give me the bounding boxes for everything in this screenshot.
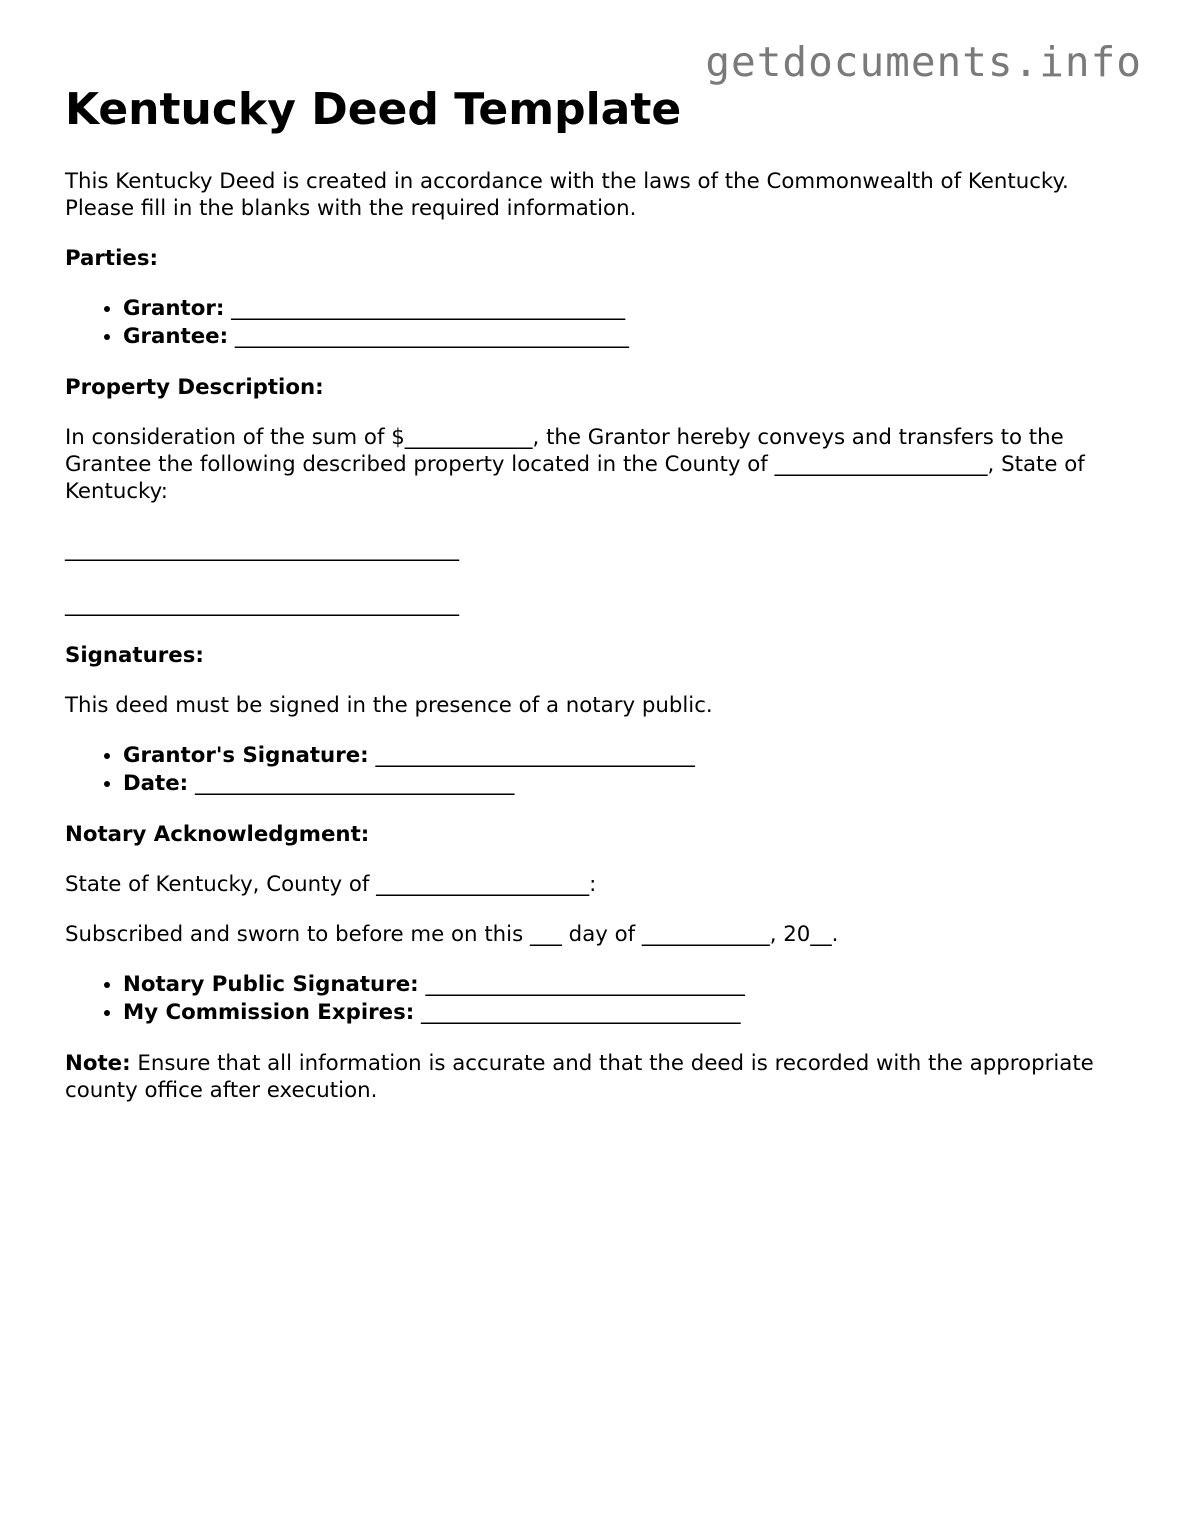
notary-signature-blank: ______________________________	[425, 972, 745, 997]
list-item-commission	[123, 999, 1125, 1027]
grantor-blank: _____________________________________	[231, 296, 626, 321]
page-title: Kentucky Deed Template	[65, 84, 682, 135]
notary-county-line: State of Kentucky, County of ____________________:	[65, 872, 597, 897]
note-text: Ensure that all information is accurate and that the deed is recorded with the appropriate county office after execution.	[65, 1051, 1094, 1103]
document-body	[65, 80, 1125, 1127]
notary-heading: Notary Acknowledgment:	[65, 822, 370, 847]
property-paragraph: In consideration of the sum of $____________, the Grantor hereby conveys and transfers to the Grantee the following described property located in the County of ____________________, State of Kentucky:	[65, 425, 1085, 504]
note-paragraph	[65, 1050, 1125, 1104]
property-heading: Property Description:	[65, 375, 324, 400]
grantee-blank: _____________________________________	[234, 324, 629, 349]
property-line-2: _____________________________________	[65, 592, 459, 617]
list-item-date	[123, 770, 1125, 798]
commission-blank: ______________________________	[421, 1000, 741, 1025]
date-label: Date:	[123, 771, 189, 796]
watermark: getdocuments.info	[705, 38, 1142, 86]
list-item-notary-signature	[123, 971, 1125, 999]
grantor-label: Grantor:	[123, 296, 225, 321]
parties-heading: Parties:	[65, 246, 159, 271]
grantee-label: Grantee:	[123, 324, 229, 349]
notary-signature-label: Notary Public Signature:	[123, 972, 419, 997]
signatures-paragraph: This deed must be signed in the presence of a notary public.	[65, 693, 713, 718]
note-label: Note:	[65, 1051, 131, 1076]
parties-list	[65, 295, 1125, 351]
signatures-heading: Signatures:	[65, 643, 204, 668]
commission-label: My Commission Expires:	[123, 1000, 415, 1025]
grantor-signature-blank: ______________________________	[375, 743, 695, 768]
list-item-grantor	[123, 295, 1125, 323]
grantor-signature-label: Grantor's Signature:	[123, 743, 369, 768]
list-item-grantee	[123, 323, 1125, 351]
intro-paragraph: This Kentucky Deed is created in accordance with the laws of the Commonwealth of Kentucky. Please fill in the blanks with the required information.	[65, 169, 1069, 221]
list-item-grantor-signature	[123, 742, 1125, 770]
date-blank: ______________________________	[194, 771, 515, 796]
notary-sworn-line: Subscribed and sworn to before me on this ___ day of ____________, 20__.	[65, 922, 839, 947]
signatures-list	[65, 742, 1125, 798]
notary-list	[65, 971, 1125, 1027]
property-line-1: _____________________________________	[65, 537, 459, 562]
